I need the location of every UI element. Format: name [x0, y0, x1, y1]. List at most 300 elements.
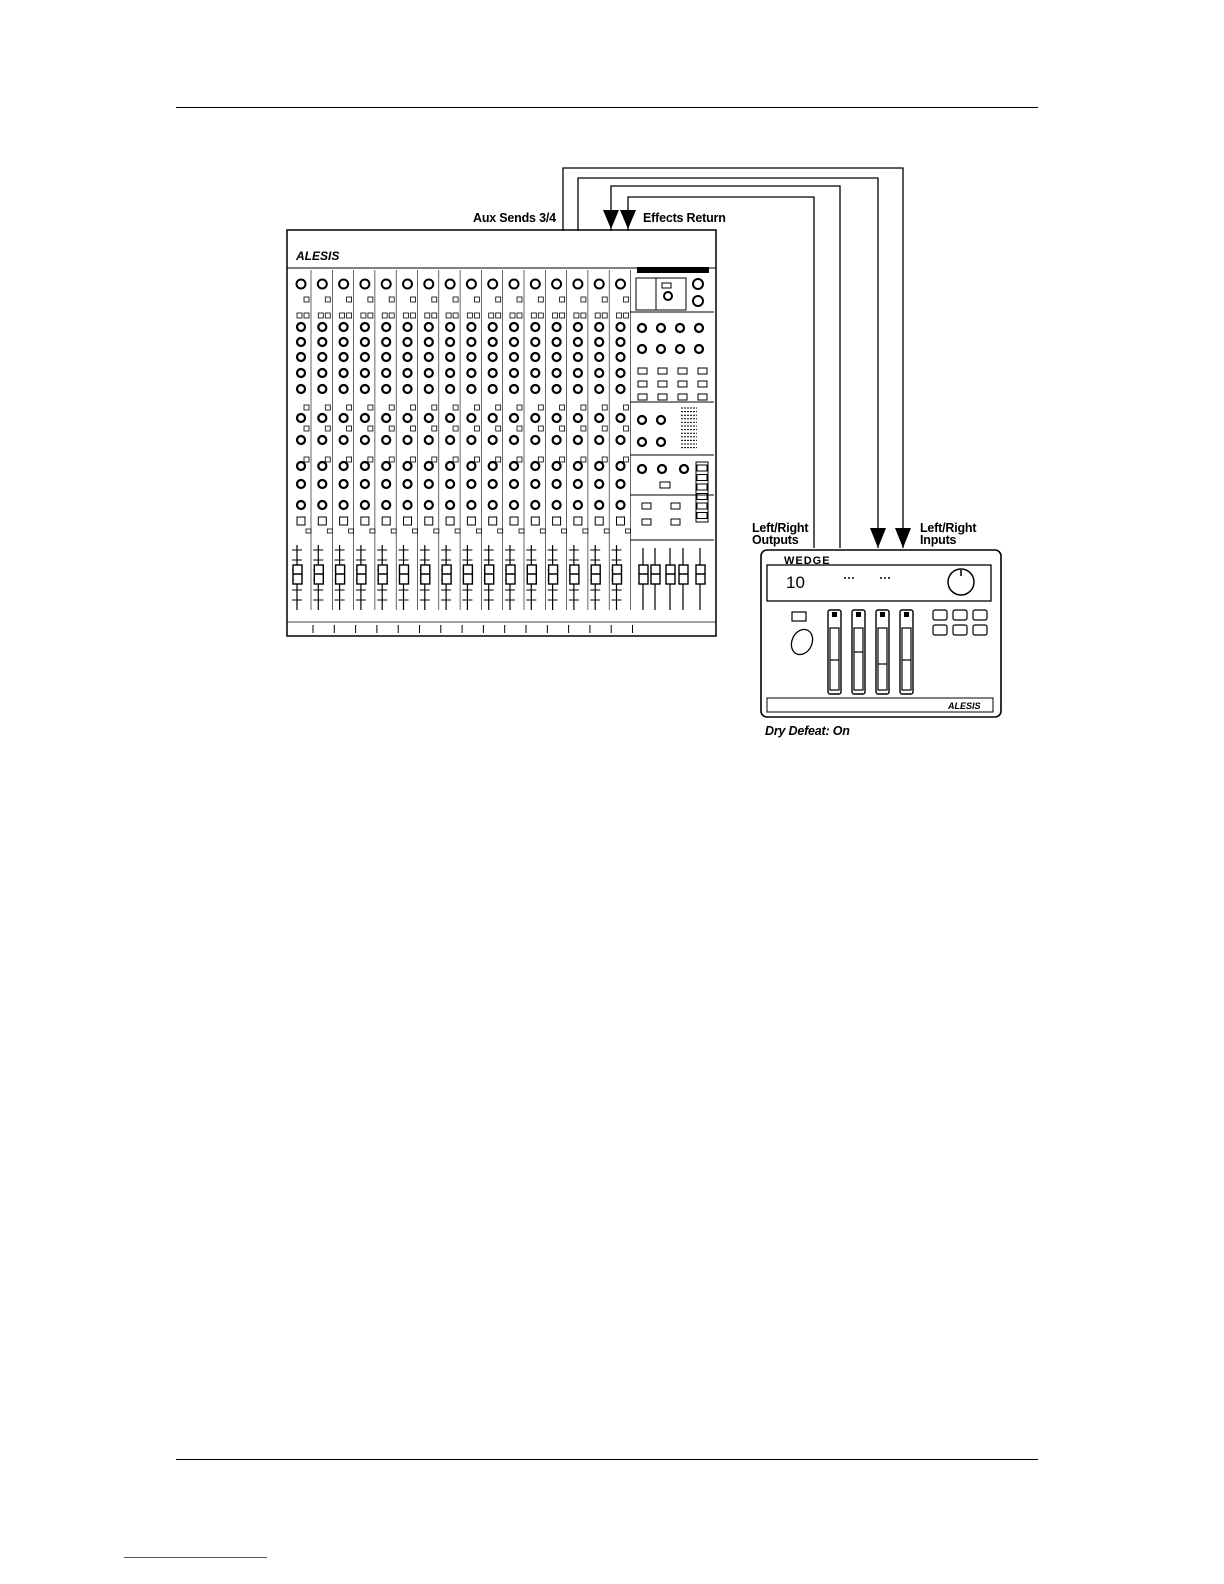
pan-knob[interactable]: [574, 501, 582, 509]
mid-knob[interactable]: [446, 480, 454, 488]
mid-knob[interactable]: [404, 480, 412, 488]
eq-button[interactable]: [432, 405, 437, 410]
eq-knob[interactable]: [574, 436, 582, 444]
eq-button[interactable]: [304, 426, 309, 431]
eq-button[interactable]: [496, 426, 501, 431]
aux-knob[interactable]: [595, 338, 603, 346]
aux-knob[interactable]: [382, 353, 390, 361]
master-knob[interactable]: [657, 416, 665, 424]
aux-knob[interactable]: [404, 369, 412, 377]
pad-button[interactable]: [432, 297, 437, 302]
aux-button[interactable]: [553, 313, 558, 318]
mid-button[interactable]: [389, 457, 394, 462]
aux-knob[interactable]: [297, 353, 305, 361]
mute-button[interactable]: [318, 517, 326, 525]
aux-knob[interactable]: [340, 353, 348, 361]
aux-knob[interactable]: [510, 338, 518, 346]
solo-button[interactable]: [562, 529, 567, 533]
mid-knob[interactable]: [617, 462, 625, 470]
aux-button[interactable]: [602, 313, 607, 318]
aux-knob[interactable]: [467, 353, 475, 361]
eq-knob[interactable]: [318, 414, 326, 422]
mute-button[interactable]: [510, 517, 518, 525]
aux-button[interactable]: [489, 313, 494, 318]
aux-button[interactable]: [425, 313, 430, 318]
aux-knob[interactable]: [297, 385, 305, 393]
gain-knob[interactable]: [616, 280, 625, 289]
solo-button[interactable]: [306, 529, 311, 533]
aux-knob[interactable]: [553, 385, 561, 393]
mid-knob[interactable]: [297, 462, 305, 470]
aux-button[interactable]: [411, 313, 416, 318]
aux-knob[interactable]: [361, 385, 369, 393]
eq-knob[interactable]: [574, 414, 582, 422]
master-knob[interactable]: [657, 345, 665, 353]
aux-knob[interactable]: [595, 353, 603, 361]
eq-knob[interactable]: [446, 436, 454, 444]
solo-button[interactable]: [498, 529, 503, 533]
aux-button[interactable]: [531, 313, 536, 318]
pan-knob[interactable]: [595, 501, 603, 509]
pan-knob[interactable]: [489, 501, 497, 509]
aux-knob[interactable]: [297, 323, 305, 331]
solo-button[interactable]: [476, 529, 481, 533]
aux-button[interactable]: [361, 313, 366, 318]
aux-knob[interactable]: [574, 369, 582, 377]
aux-knob[interactable]: [553, 338, 561, 346]
eq-knob[interactable]: [467, 414, 475, 422]
master-button[interactable]: [658, 394, 667, 400]
aux-knob[interactable]: [404, 385, 412, 393]
aux-button[interactable]: [510, 313, 515, 318]
pad-button[interactable]: [517, 297, 522, 302]
eq-knob[interactable]: [318, 436, 326, 444]
solo-button[interactable]: [583, 529, 588, 533]
pan-knob[interactable]: [510, 501, 518, 509]
mid-knob[interactable]: [553, 462, 561, 470]
mute-button[interactable]: [574, 517, 582, 525]
mid-knob[interactable]: [595, 462, 603, 470]
aux-knob[interactable]: [489, 323, 497, 331]
mute-button[interactable]: [531, 517, 539, 525]
aux-button[interactable]: [617, 313, 622, 318]
aux-button[interactable]: [517, 313, 522, 318]
mid-knob[interactable]: [318, 480, 326, 488]
aux-knob[interactable]: [382, 323, 390, 331]
eq-button[interactable]: [453, 405, 458, 410]
aux-knob[interactable]: [531, 385, 539, 393]
mid-knob[interactable]: [340, 480, 348, 488]
aux-button[interactable]: [595, 313, 600, 318]
master-knob[interactable]: [657, 324, 665, 332]
aux-knob[interactable]: [382, 338, 390, 346]
eq-knob[interactable]: [297, 414, 305, 422]
mid-button[interactable]: [517, 457, 522, 462]
mute-button[interactable]: [446, 517, 454, 525]
aux-knob[interactable]: [446, 338, 454, 346]
mid-knob[interactable]: [531, 462, 539, 470]
master-knob[interactable]: [695, 345, 703, 353]
aux-knob[interactable]: [297, 369, 305, 377]
mid-button[interactable]: [581, 457, 586, 462]
eq-knob[interactable]: [553, 414, 561, 422]
eq-knob[interactable]: [382, 436, 390, 444]
solo-button[interactable]: [519, 529, 524, 533]
pad-button[interactable]: [368, 297, 373, 302]
eq-knob[interactable]: [553, 436, 561, 444]
aux-knob[interactable]: [446, 385, 454, 393]
master-knob[interactable]: [680, 465, 688, 473]
pan-knob[interactable]: [297, 501, 305, 509]
mid-knob[interactable]: [467, 462, 475, 470]
eq-knob[interactable]: [382, 414, 390, 422]
pan-knob[interactable]: [553, 501, 561, 509]
mute-button[interactable]: [425, 517, 433, 525]
eq-button[interactable]: [411, 426, 416, 431]
pad-button[interactable]: [411, 297, 416, 302]
eq-button[interactable]: [347, 405, 352, 410]
master-button[interactable]: [638, 381, 647, 387]
eq-button[interactable]: [368, 426, 373, 431]
eq-knob[interactable]: [425, 436, 433, 444]
pad-button[interactable]: [581, 297, 586, 302]
aux-knob[interactable]: [595, 385, 603, 393]
pan-knob[interactable]: [340, 501, 348, 509]
aux-knob[interactable]: [361, 338, 369, 346]
mid-knob[interactable]: [361, 462, 369, 470]
eq-knob[interactable]: [489, 436, 497, 444]
aux-knob[interactable]: [574, 385, 582, 393]
solo-button[interactable]: [327, 529, 332, 533]
master-button[interactable]: [671, 503, 680, 509]
master-button[interactable]: [678, 381, 687, 387]
pan-knob[interactable]: [404, 501, 412, 509]
aux-knob[interactable]: [340, 385, 348, 393]
aux-knob[interactable]: [489, 385, 497, 393]
aux-knob[interactable]: [404, 338, 412, 346]
pad-button[interactable]: [624, 297, 629, 302]
eq-knob[interactable]: [446, 414, 454, 422]
aux-knob[interactable]: [446, 323, 454, 331]
eq-knob[interactable]: [617, 436, 625, 444]
mid-button[interactable]: [496, 457, 501, 462]
master-button[interactable]: [642, 519, 651, 525]
eq-button[interactable]: [347, 426, 352, 431]
mid-knob[interactable]: [318, 462, 326, 470]
aux-knob[interactable]: [425, 385, 433, 393]
mute-button[interactable]: [467, 517, 475, 525]
mid-button[interactable]: [411, 457, 416, 462]
aux-knob[interactable]: [446, 353, 454, 361]
eq-button[interactable]: [517, 426, 522, 431]
master-button[interactable]: [698, 381, 707, 387]
pan-knob[interactable]: [617, 501, 625, 509]
gain-knob[interactable]: [573, 280, 582, 289]
eq-button[interactable]: [602, 426, 607, 431]
mute-button[interactable]: [489, 517, 497, 525]
master-knob[interactable]: [658, 465, 666, 473]
gain-knob[interactable]: [318, 280, 327, 289]
eq-button[interactable]: [474, 405, 479, 410]
eq-knob[interactable]: [361, 436, 369, 444]
master-knob[interactable]: [638, 438, 646, 446]
gain-knob[interactable]: [510, 280, 519, 289]
pad-button[interactable]: [325, 297, 330, 302]
master-knob[interactable]: [695, 324, 703, 332]
master-button[interactable]: [658, 381, 667, 387]
mid-button[interactable]: [347, 457, 352, 462]
gain-knob[interactable]: [360, 280, 369, 289]
aux-knob[interactable]: [404, 323, 412, 331]
aux-button[interactable]: [297, 313, 302, 318]
gain-knob[interactable]: [339, 280, 348, 289]
mid-knob[interactable]: [574, 462, 582, 470]
mute-button[interactable]: [617, 517, 625, 525]
mute-button[interactable]: [297, 517, 305, 525]
aux-button[interactable]: [325, 313, 330, 318]
eq-knob[interactable]: [531, 436, 539, 444]
aux-knob[interactable]: [595, 323, 603, 331]
eq-knob[interactable]: [297, 436, 305, 444]
mid-knob[interactable]: [553, 480, 561, 488]
master-button[interactable]: [671, 519, 680, 525]
aux-knob[interactable]: [425, 353, 433, 361]
aux-button[interactable]: [538, 313, 543, 318]
pan-knob[interactable]: [425, 501, 433, 509]
aux-button[interactable]: [389, 313, 394, 318]
mid-knob[interactable]: [489, 480, 497, 488]
mid-button[interactable]: [602, 457, 607, 462]
aux-button[interactable]: [382, 313, 387, 318]
mute-button[interactable]: [404, 517, 412, 525]
aux-button[interactable]: [432, 313, 437, 318]
aux-knob[interactable]: [361, 353, 369, 361]
eq-button[interactable]: [325, 405, 330, 410]
aux-knob[interactable]: [318, 353, 326, 361]
gain-knob[interactable]: [446, 280, 455, 289]
eq-button[interactable]: [411, 405, 416, 410]
solo-button[interactable]: [370, 529, 375, 533]
pad-button[interactable]: [453, 297, 458, 302]
pad-button[interactable]: [347, 297, 352, 302]
eq-knob[interactable]: [617, 414, 625, 422]
aux-knob[interactable]: [318, 385, 326, 393]
mid-knob[interactable]: [467, 480, 475, 488]
gain-knob[interactable]: [531, 280, 540, 289]
aux-knob[interactable]: [425, 369, 433, 377]
mid-knob[interactable]: [382, 462, 390, 470]
aux-knob[interactable]: [617, 338, 625, 346]
solo-button[interactable]: [604, 529, 609, 533]
pan-knob[interactable]: [531, 501, 539, 509]
eq-knob[interactable]: [595, 414, 603, 422]
eq-knob[interactable]: [361, 414, 369, 422]
aux-knob[interactable]: [467, 323, 475, 331]
aux-knob[interactable]: [617, 385, 625, 393]
aux-knob[interactable]: [318, 369, 326, 377]
aux-knob[interactable]: [467, 338, 475, 346]
eq-button[interactable]: [624, 426, 629, 431]
solo-button[interactable]: [455, 529, 460, 533]
aux-knob[interactable]: [510, 353, 518, 361]
solo-button[interactable]: [434, 529, 439, 533]
gain-knob[interactable]: [403, 280, 412, 289]
aux-button[interactable]: [624, 313, 629, 318]
mute-button[interactable]: [595, 517, 603, 525]
aux-knob[interactable]: [531, 323, 539, 331]
aux-knob[interactable]: [574, 338, 582, 346]
pan-knob[interactable]: [467, 501, 475, 509]
aux-knob[interactable]: [553, 323, 561, 331]
aux-knob[interactable]: [489, 369, 497, 377]
master-knob[interactable]: [657, 438, 665, 446]
solo-button[interactable]: [349, 529, 354, 533]
aux-knob[interactable]: [382, 385, 390, 393]
eq-knob[interactable]: [510, 436, 518, 444]
mid-knob[interactable]: [446, 462, 454, 470]
pad-button[interactable]: [474, 297, 479, 302]
aux-knob[interactable]: [553, 353, 561, 361]
aux-knob[interactable]: [361, 323, 369, 331]
master-knob[interactable]: [638, 345, 646, 353]
gain-knob[interactable]: [382, 280, 391, 289]
mid-knob[interactable]: [595, 480, 603, 488]
mid-button[interactable]: [474, 457, 479, 462]
pan-knob[interactable]: [382, 501, 390, 509]
aux-knob[interactable]: [617, 353, 625, 361]
gain-knob[interactable]: [488, 280, 497, 289]
aux-button[interactable]: [467, 313, 472, 318]
aux-knob[interactable]: [361, 369, 369, 377]
aux-button[interactable]: [474, 313, 479, 318]
master-knob[interactable]: [638, 416, 646, 424]
mid-knob[interactable]: [361, 480, 369, 488]
eq-knob[interactable]: [340, 436, 348, 444]
solo-button[interactable]: [540, 529, 545, 533]
aux-knob[interactable]: [595, 369, 603, 377]
aux-knob[interactable]: [489, 338, 497, 346]
mid-knob[interactable]: [510, 462, 518, 470]
pad-button[interactable]: [602, 297, 607, 302]
aux-button[interactable]: [496, 313, 501, 318]
mid-button[interactable]: [538, 457, 543, 462]
aux-knob[interactable]: [510, 323, 518, 331]
eq-button[interactable]: [624, 405, 629, 410]
eq-knob[interactable]: [340, 414, 348, 422]
master-button[interactable]: [638, 394, 647, 400]
mid-knob[interactable]: [425, 480, 433, 488]
eq-button[interactable]: [602, 405, 607, 410]
aux-knob[interactable]: [510, 369, 518, 377]
master-knob[interactable]: [638, 324, 646, 332]
eq-button[interactable]: [453, 426, 458, 431]
gain-knob[interactable]: [552, 280, 561, 289]
eq-button[interactable]: [304, 405, 309, 410]
eq-button[interactable]: [432, 426, 437, 431]
aux-knob[interactable]: [553, 369, 561, 377]
gain-knob[interactable]: [467, 280, 476, 289]
mid-knob[interactable]: [531, 480, 539, 488]
eq-button[interactable]: [560, 426, 565, 431]
aux-button[interactable]: [574, 313, 579, 318]
master-button[interactable]: [678, 368, 687, 374]
master-button[interactable]: [658, 368, 667, 374]
aux-knob[interactable]: [318, 338, 326, 346]
master-button[interactable]: [698, 368, 707, 374]
aux-button[interactable]: [404, 313, 409, 318]
aux-knob[interactable]: [467, 369, 475, 377]
pad-button[interactable]: [389, 297, 394, 302]
master-knob[interactable]: [676, 324, 684, 332]
aux-button[interactable]: [581, 313, 586, 318]
mid-knob[interactable]: [425, 462, 433, 470]
eq-knob[interactable]: [404, 414, 412, 422]
master-button[interactable]: [642, 503, 651, 509]
eq-button[interactable]: [325, 426, 330, 431]
aux-knob[interactable]: [297, 338, 305, 346]
mid-button[interactable]: [432, 457, 437, 462]
mid-knob[interactable]: [297, 480, 305, 488]
mid-button[interactable]: [325, 457, 330, 462]
aux-knob[interactable]: [425, 338, 433, 346]
aux-knob[interactable]: [617, 369, 625, 377]
pad-button[interactable]: [560, 297, 565, 302]
aux-button[interactable]: [318, 313, 323, 318]
mute-button[interactable]: [553, 517, 561, 525]
eq-button[interactable]: [496, 405, 501, 410]
aux-knob[interactable]: [574, 323, 582, 331]
aux-button[interactable]: [304, 313, 309, 318]
mid-button[interactable]: [304, 457, 309, 462]
eq-button[interactable]: [538, 405, 543, 410]
eq-knob[interactable]: [531, 414, 539, 422]
aux-button[interactable]: [368, 313, 373, 318]
mid-button[interactable]: [368, 457, 373, 462]
aux-knob[interactable]: [510, 385, 518, 393]
aux-knob[interactable]: [467, 385, 475, 393]
master-button[interactable]: [660, 482, 670, 488]
aux-knob[interactable]: [617, 323, 625, 331]
eq-button[interactable]: [368, 405, 373, 410]
aux-knob[interactable]: [531, 369, 539, 377]
aux-knob[interactable]: [340, 338, 348, 346]
aux-button[interactable]: [446, 313, 451, 318]
eq-button[interactable]: [517, 405, 522, 410]
aux-knob[interactable]: [489, 353, 497, 361]
pad-button[interactable]: [538, 297, 543, 302]
eq-button[interactable]: [581, 405, 586, 410]
master-knob[interactable]: [638, 465, 646, 473]
aux-knob[interactable]: [531, 338, 539, 346]
mid-button[interactable]: [453, 457, 458, 462]
solo-button[interactable]: [391, 529, 396, 533]
solo-button[interactable]: [413, 529, 418, 533]
master-button[interactable]: [678, 394, 687, 400]
mute-button[interactable]: [340, 517, 348, 525]
aux-knob[interactable]: [340, 323, 348, 331]
aux-knob[interactable]: [425, 323, 433, 331]
eq-button[interactable]: [581, 426, 586, 431]
mid-button[interactable]: [624, 457, 629, 462]
aux-knob[interactable]: [382, 369, 390, 377]
gain-knob[interactable]: [595, 280, 604, 289]
gain-knob[interactable]: [297, 280, 306, 289]
pad-button[interactable]: [496, 297, 501, 302]
eq-knob[interactable]: [489, 414, 497, 422]
mid-knob[interactable]: [340, 462, 348, 470]
mid-knob[interactable]: [617, 480, 625, 488]
aux-knob[interactable]: [318, 323, 326, 331]
